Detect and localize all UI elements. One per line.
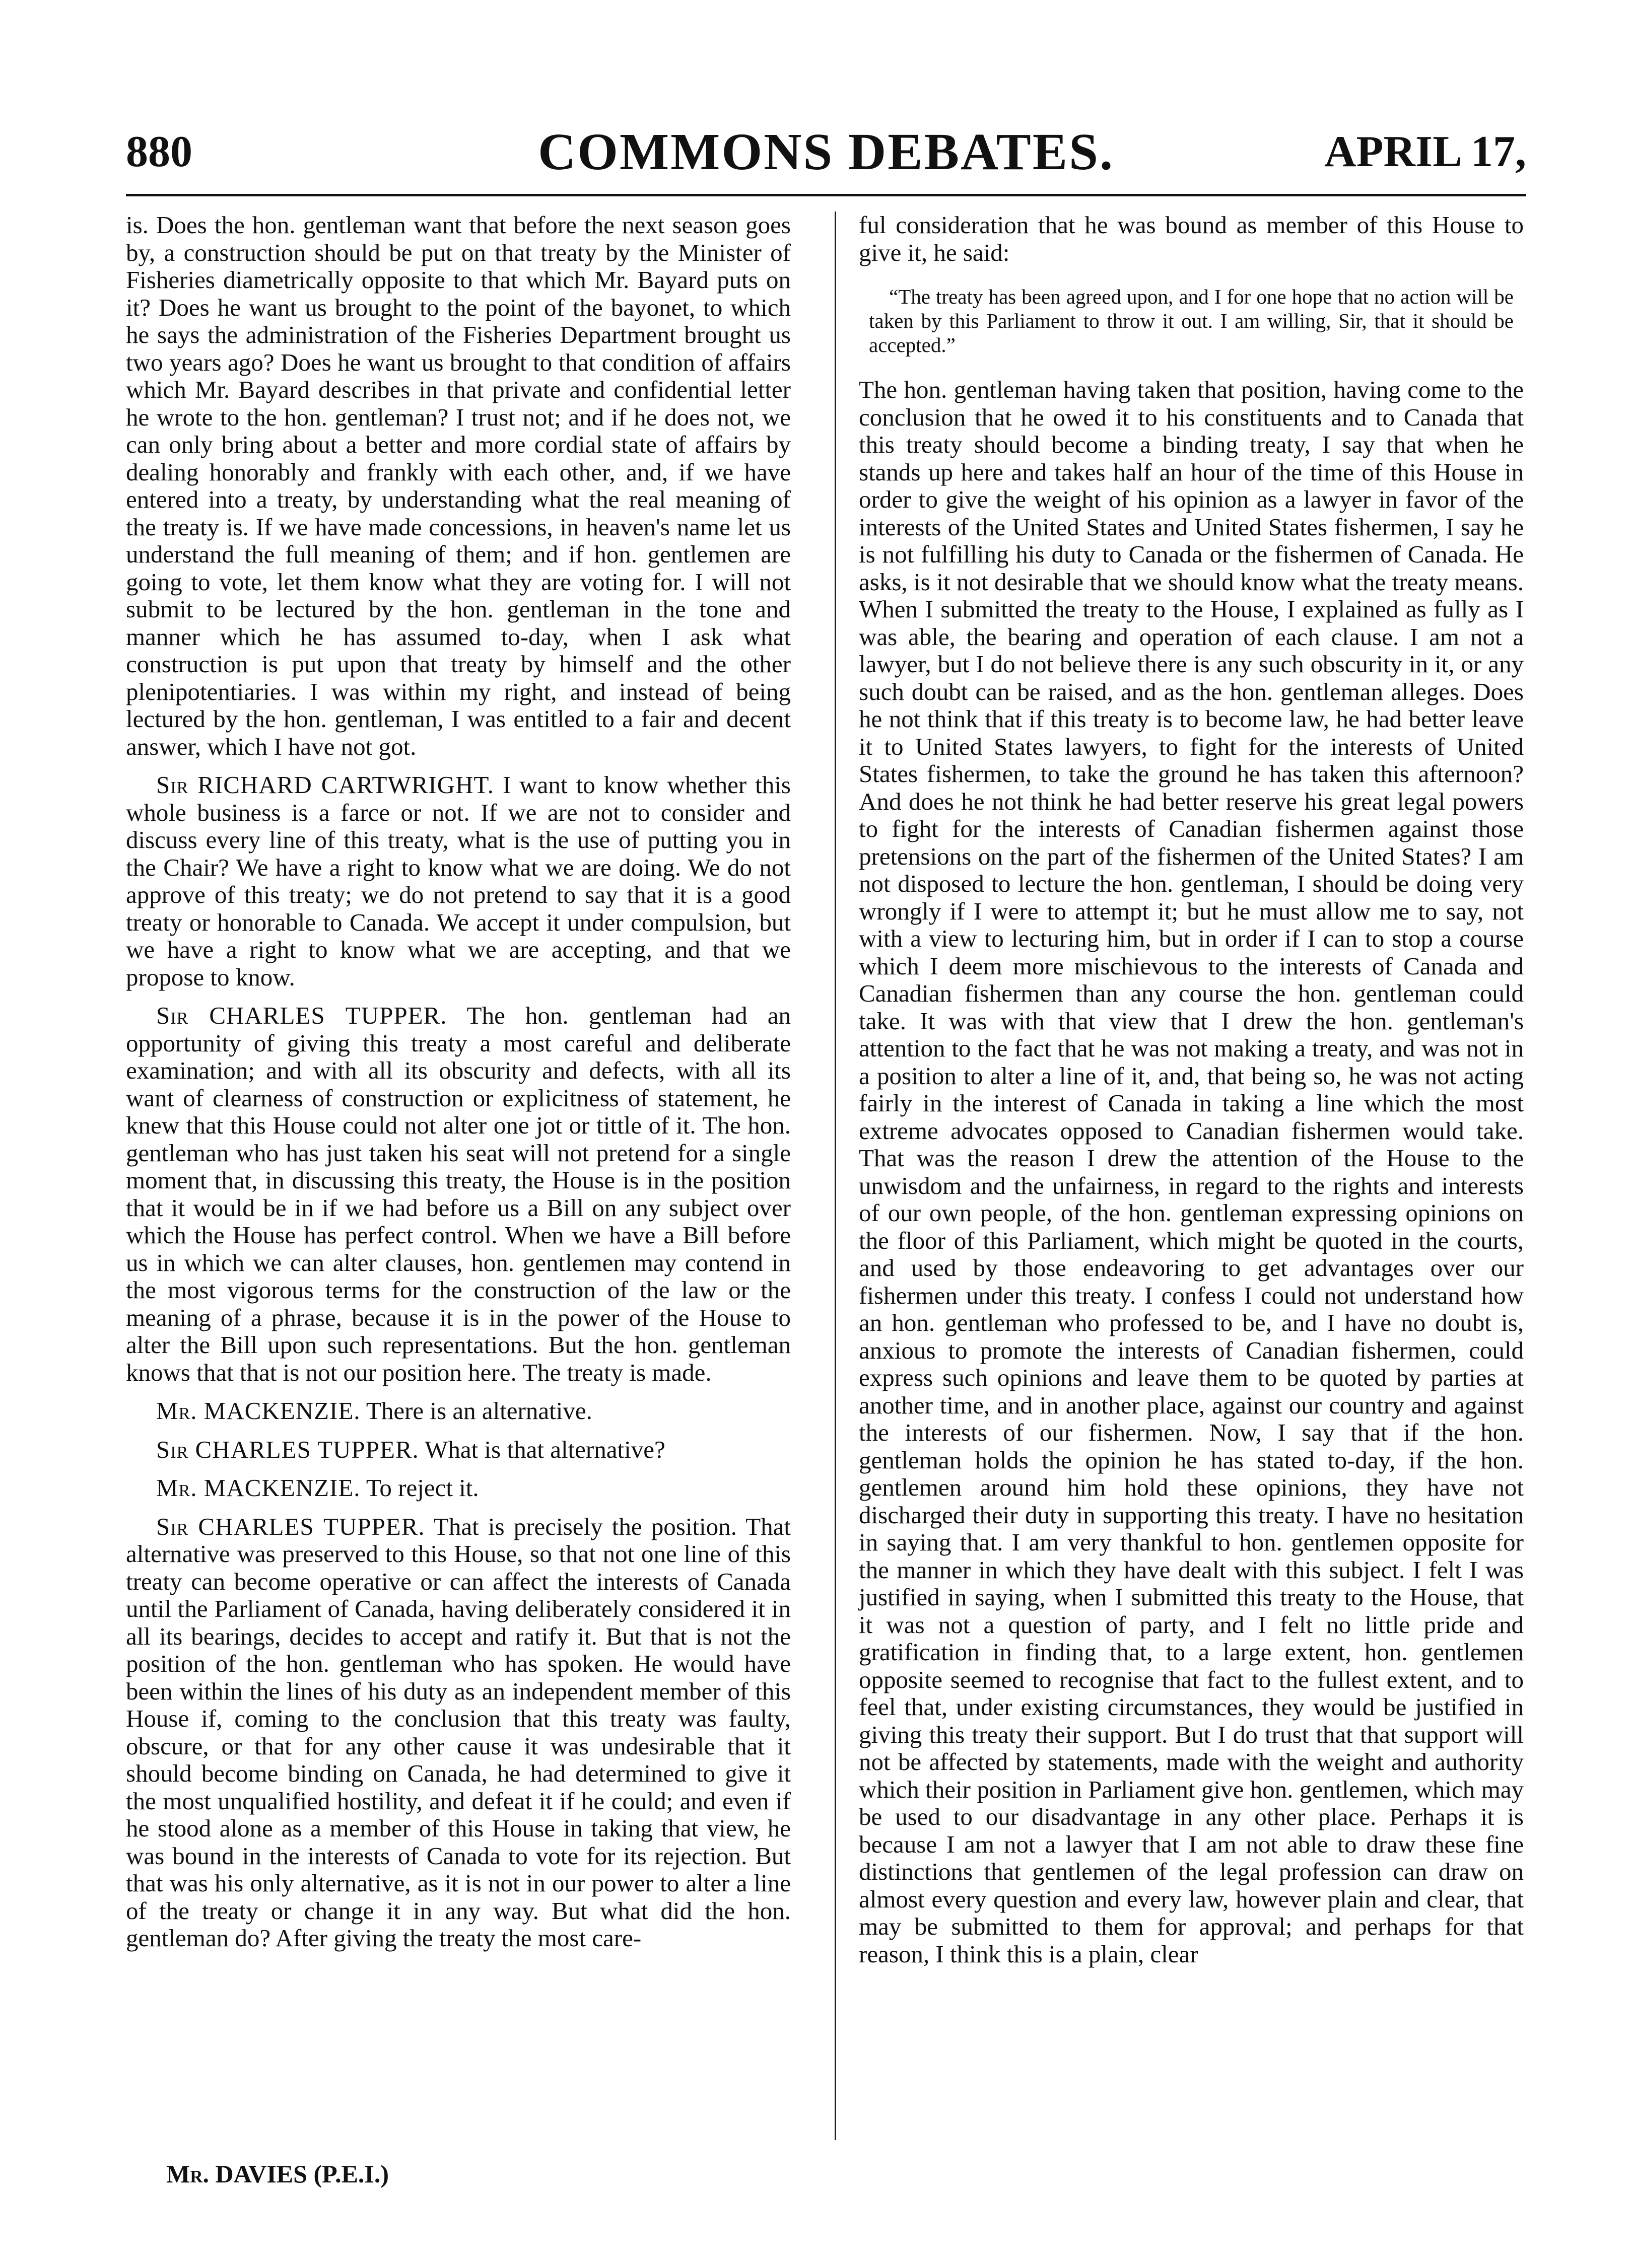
paragraph: ful consideration that he was bound as member of this House to give it, he said: bbox=[859, 211, 1524, 266]
running-title: COMMONS DEBATES. bbox=[538, 123, 1114, 181]
speech-text: I want to know whether this whole business is a farce or not. If we are not to consider and discuss every line of this treaty, what is the use of putting you in the Chair? We have a right to know what we are doing. We do not approve of this treaty; we do not pretend to say that it is a good treaty or honorable to Canada. We accept it under compulsion, but we have a right to know what we are accepting, and that we propose to know. bbox=[126, 771, 791, 991]
speaker-name: Sir CHARLES TUPPER. bbox=[156, 1512, 425, 1540]
speaker-name: Mr. MACKENZIE. bbox=[156, 1474, 361, 1502]
paragraph bbox=[126, 1474, 791, 1502]
header-rule bbox=[126, 194, 1526, 196]
speech-text: That is precisely the position. That alternative was preserved to this House, so that not one line of this treaty can become operative or can affect the interests of Canada until the Parliament of Canada, having deliberately considered it in all its bearings, decides to accept and ratify it. But that is not the position of the hon. gentleman who has spoken. He would have been within the lines of his duty as an independent member of this House if, coming to the conclusion that this treaty was faulty, obscure, or that for any other cause it was undesirable that it should become binding on Canada, he had determined to give it the most unqualified hostility, and defeat it if he could; and even if he stood alone as a member of this House in taking that view, he was bound in the interests of Canada to vote for its rejection. But that was his only alternative, as it is not in our power to alter a line of the treaty or change it in any way. But what did the hon. gentleman do? After giving the treaty the most care- bbox=[126, 1512, 791, 1952]
page-footer-speaker: Mr. DAVIES (P.E.I.) bbox=[166, 2160, 389, 2188]
paragraph bbox=[126, 1002, 791, 1386]
speech-text: What is that alternative? bbox=[419, 1435, 665, 1463]
speech-text: The hon. gentleman had an opportunity of giving this treaty a most careful and deliberate examination; and with all its obscurity and defects, with all its want of clearness of construction or explicitness of statement, he knew that this House could not alter one jot or tittle of it. The hon. gentleman who has just taken his seat will not pretend for a single moment that, in discussing this treaty, the House is in the position that it would be in if we had before us a Bill on any subject over which the House has perfect control. When we have a Bill before us in which we can alter clauses, hon. gentlemen may contend in the most vigorous terms for the construction of the law or the meaning of a phrase, because it is in the power of the House to alter the Bill upon such representations. But the hon. gentleman knows that that is not our position here. The treaty is made. bbox=[126, 1002, 791, 1386]
paragraph bbox=[126, 1513, 791, 1952]
speech-text: There is an alternative. bbox=[360, 1397, 592, 1425]
block-quote: “The treaty has been agreed upon, and I for one hope that no action will be taken by this Parliament to throw it out. I am willing, Sir, that it should be accepted.” bbox=[869, 285, 1514, 357]
paragraph: The hon. gentleman having taken that position, having come to the conclusion that he owed it to his constituents and to Canada that this treaty should become a binding treaty, I say that when he stands up here and takes half an hour of the time of this House in order to give the weight of his opinion as a lawyer in favor of the interests of the United States and United States fishermen, I say he is not fulfilling his duty to Canada or the fishermen of Canada. He asks, is it not desirable that we should know what the treaty means. When I submitted the treaty to the House, I explained as fully as I was able, the bearing and operation of each clause. I am not a lawyer, but I do not believe there is any such obscurity in it, or any such doubt can be raised, and as the hon. gentleman alleges. Does he not think that if this treaty is to become law, he had better leave it to United States lawyers, to fight for the interests of United States fishermen, to take the ground he has taken this afternoon? And does he not think he had better reserve his great legal powers to fight for the interests of Canadian fishermen against those pretensions on the part of the fishermen of the United States? I am not disposed to lecture the hon. gentleman, I should be doing very wrongly if I were to attempt it; but he must allow me to say, not with a view to lecturing him, but in order if I can to stop a course which I deem more mischievous to the interests of Canada and Canadian fishermen than any course the hon. gentleman could take. It was with that view that I drew the hon. gentleman's attention to the fact that he was not making a treaty, and was not in a position to alter a line of it, and, that being so, he was not acting fairly in the interest of Canada in taking a line which the most extreme advocates opposed to Canadian fishermen would take. That was the reason I drew the attention of the House to the unwisdom and the unfairness, in regard to the rights and interests of our own people, of the hon. gentleman expressing opinions on the floor of this Parliament, which might be quoted in the courts, and used by those endeavoring to get advantages over our fishermen under this treaty. I confess I could not understand how an hon. gentleman who professed to be, and I have no doubt is, anxious to promote the interests of Canadian fishermen, could express such opinions and leave them to be quoted by parties at another time, and in another place, against our country and against the interests of our fishermen. Now, I say that if the hon. gentleman holds the opinion he has stated to-day, if the hon. gentlemen around him hold these opinions, they have not discharged their duty in supporting this treaty. I have no hesitation in saying that. I am very thankful to hon. gentlemen opposite for the manner in which they have dealt with this subject. I felt I was justified in saying, when I submitted this treaty to the House, that it was not a question of party, and I felt no little pride and gratification in finding that, to a large extent, hon. gentlemen opposite seemed to recognise that fact to the fullest extent, and to feel that, under existing circumstances, they would be justified in giving this treaty their support. But I do trust that that support will not be affected by statements, made with the weight and authority which their position in Parliament give hon. gentlemen, which may be used to our disadvantage in any other place. Perhaps it is because I am not a lawyer that I am not able to draw these fine distinctions that gentlemen of the legal profession can draw on almost every question and every law, however plain and clear, that may be submitted to them for approval; and perhaps for that reason, I think this is a plain, clear bbox=[859, 376, 1524, 1968]
speaker-name: Sir CHARLES TUPPER. bbox=[156, 1002, 447, 1029]
running-date: APRIL 17, bbox=[1324, 127, 1526, 176]
paragraph bbox=[126, 771, 791, 991]
column-divider bbox=[835, 211, 836, 2140]
left-column bbox=[126, 211, 791, 1963]
speaker-name: Sir RICHARD CARTWRIGHT. bbox=[156, 771, 495, 799]
paragraph bbox=[126, 1397, 791, 1425]
page-number: 880 bbox=[126, 127, 192, 176]
speaker-name: Sir CHARLES TUPPER. bbox=[156, 1435, 419, 1463]
page-header bbox=[126, 123, 1526, 186]
right-column bbox=[859, 211, 1524, 1979]
paragraph: is. Does the hon. gentleman want that before the next season goes by, a construction should be put on that treaty by the Minister of Fisheries diametrically opposite to that which Mr. Bayard puts on it? Does he want us brought to the point of the bayonet, to which he says the administration of the Fisheries Department brought us two years ago? Does he want us brought to that condition of affairs which Mr. Bayard describes in that private and confidential letter he wrote to the hon. gentleman? I trust not; and if he does not, we can only bring about a better and more cordial state of affairs by dealing honorably and frankly with each other, and, if we have entered into a treaty, by understanding what the real meaning of the treaty is. If we have made concessions, in heaven's name let us understand the full meaning of them; and if hon. gentlemen are going to vote, let them know what they are voting for. I will not submit to be lectured by the hon. gentleman in the tone and manner which he has assumed to-day, when I ask what construction is put upon that treaty by himself and the other plenipotentiaries. I was within my right, and instead of being lectured by the hon. gentleman, I was entitled to a fair and decent answer, which I have not got. bbox=[126, 211, 791, 760]
speaker-name: Mr. MACKENZIE. bbox=[156, 1397, 361, 1425]
paragraph bbox=[126, 1436, 791, 1464]
speech-text: To reject it. bbox=[360, 1474, 479, 1502]
